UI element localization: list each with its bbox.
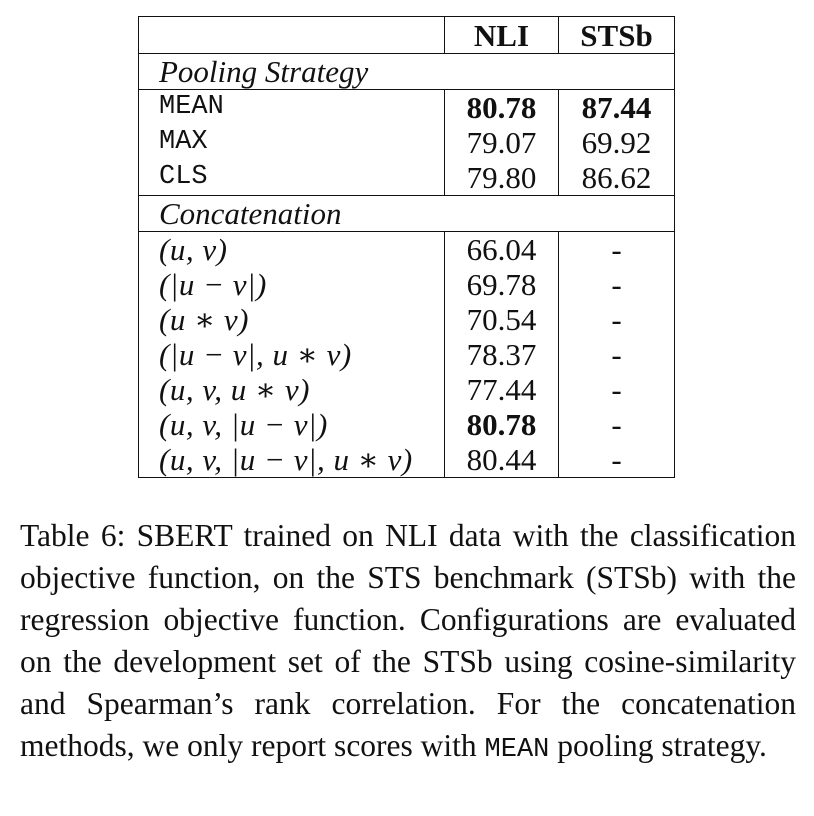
nli-score: 80.78: [445, 90, 559, 126]
row-label: (u, v, |u − v|, u ∗ v): [139, 442, 445, 478]
stsb-score: -: [559, 267, 675, 302]
table-row: [139, 267, 675, 302]
table-row-max: [139, 125, 675, 160]
stsb-score: 69.92: [559, 125, 675, 160]
stsb-score: 86.62: [559, 160, 675, 196]
row-label: MEAN: [139, 90, 445, 126]
nli-score: 69.78: [445, 267, 559, 302]
row-label: (u ∗ v): [139, 302, 445, 337]
row-label: (u, v): [139, 232, 445, 268]
caption-text-end: pooling strategy.: [557, 728, 767, 763]
table-header-row: [139, 17, 675, 54]
row-label: MAX: [139, 125, 445, 160]
table-row: [139, 337, 675, 372]
nli-score: 78.37: [445, 337, 559, 372]
stsb-score: -: [559, 407, 675, 442]
nli-score: 77.44: [445, 372, 559, 407]
header-empty-cell: [139, 17, 445, 54]
caption-prefix: Table 6:: [20, 518, 126, 553]
nli-score: 79.07: [445, 125, 559, 160]
stsb-score: -: [559, 337, 675, 372]
header-nli: NLI: [445, 17, 559, 54]
stsb-score: 87.44: [559, 90, 675, 126]
row-label: (|u − v|): [139, 267, 445, 302]
section-title: Pooling Strategy: [139, 54, 675, 90]
nli-score: 66.04: [445, 232, 559, 268]
row-label: (u, v, u ∗ v): [139, 372, 445, 407]
table-caption: [20, 515, 796, 771]
caption-mono-word: MEAN: [484, 735, 550, 765]
section-pooling-strategy: [139, 54, 675, 90]
caption-text: SBERT trained on NLI data with the classification objective function, on the STS benchmark (STSb) with the regression objective function. Configurations are evaluated on the development set of the STSb using cosine-similarity and Spearman’s rank correlation. For the concatenation methods, we only report scores with: [20, 518, 797, 763]
stsb-score: -: [559, 372, 675, 407]
results-table: [138, 16, 675, 478]
section-title: Concatenation: [139, 196, 675, 232]
table-row-mean: [139, 90, 675, 126]
table-row: [139, 302, 675, 337]
table-row: [139, 442, 675, 478]
table-row: [139, 407, 675, 442]
section-concatenation: [139, 196, 675, 232]
table-row: [139, 232, 675, 268]
row-label: (u, v, |u − v|): [139, 407, 445, 442]
table-row-cls: [139, 160, 675, 196]
row-label: (|u − v|, u ∗ v): [139, 337, 445, 372]
nli-score: 79.80: [445, 160, 559, 196]
stsb-score: -: [559, 302, 675, 337]
header-stsb: STSb: [559, 17, 675, 54]
nli-score: 80.78: [445, 407, 559, 442]
row-label: CLS: [139, 160, 445, 196]
table-row: [139, 372, 675, 407]
stsb-score: -: [559, 232, 675, 268]
nli-score: 70.54: [445, 302, 559, 337]
stsb-score: -: [559, 442, 675, 478]
nli-score: 80.44: [445, 442, 559, 478]
